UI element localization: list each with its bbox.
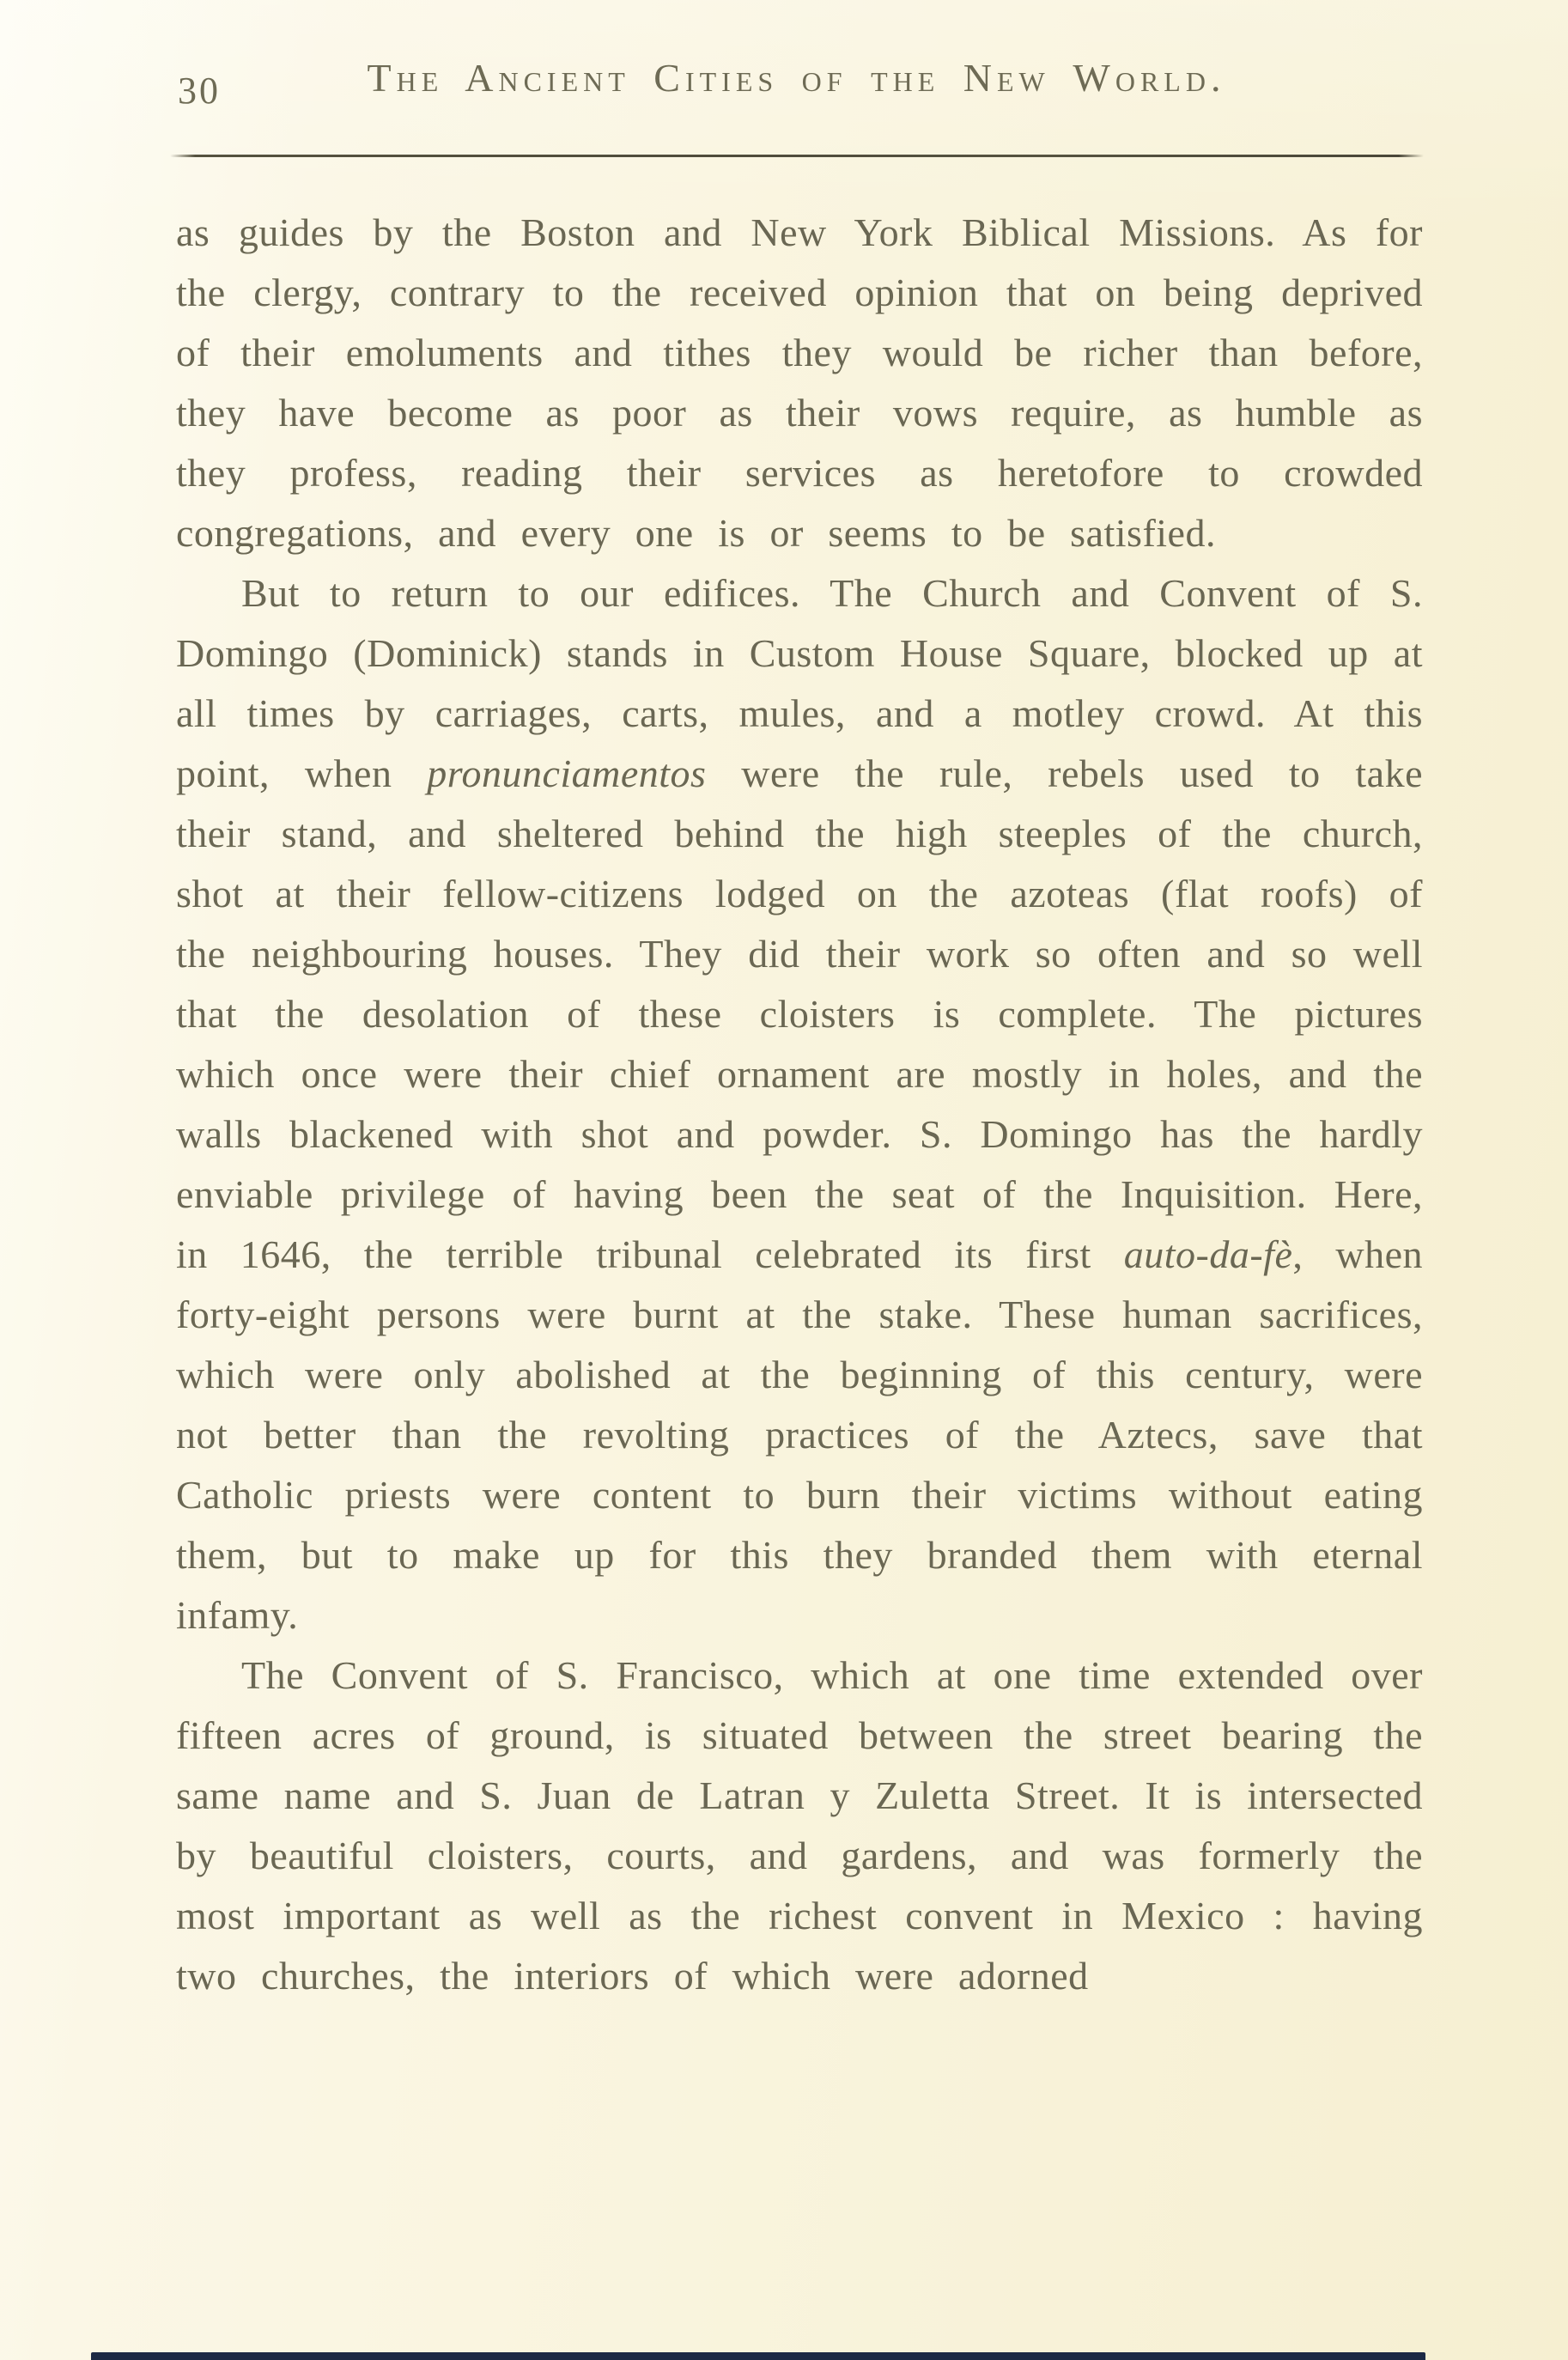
paragraph bbox=[176, 203, 1423, 563]
page-header bbox=[176, 55, 1417, 115]
paragraph bbox=[176, 563, 1423, 1645]
text-segment: as guides by the Boston and New York Biblical Missions. As for the clergy, contrary to the received opinion that on being deprived of their emoluments and tithes they would be richer than before, they have become as poor as their vows require, as humble as they profess, reading their services as heretofore to crowded congregations, and every one is or seems to be satisfied. bbox=[176, 210, 1423, 555]
bottom-scan-edge bbox=[91, 2352, 1425, 2360]
page-number: 30 bbox=[178, 70, 221, 112]
header-rule bbox=[170, 155, 1424, 157]
italic-term: pronunciamentos bbox=[427, 751, 707, 795]
text-segment: , when forty-eight persons were burnt at the stake. These human sacrifices, which were only abolished at the beginning of this century, were not better than the revolting practices of the Aztecs, save that Catholic priests were content to burn their victims without eating them, but to make up for this they branded them with eternal infamy. bbox=[176, 1232, 1423, 1637]
page-body bbox=[176, 203, 1423, 2006]
text-segment: But to return to our edifices. The Church and Convent of S. Domingo (Dominick) stands in Custom House Square, blocked up at all times by carriages, carts, mules, and a motley crowd. At this point, when bbox=[176, 571, 1423, 795]
italic-term: auto-da-fè bbox=[1123, 1232, 1293, 1276]
paragraph bbox=[176, 1645, 1423, 2006]
text-segment: The Convent of S. Francisco, which at one time extended over fifteen acres of ground, is situated between the street bearing the same name and S. Juan de Latran y Zuletta Street. It is intersected by beautiful cloisters, courts, and gardens, and was formerly the most important as well as the richest convent in Mexico : having two churches, the interiors of which were adorned bbox=[176, 1653, 1423, 1998]
text-segment: were the rule, rebels used to take their stand, and sheltered behind the high steeples of the church, shot at their fellow-citizens lodged on the azoteas (flat roofs) of the neighbouring houses. They did their work so often and so well that the desolation of these cloisters is complete. The pictures which once were their chief ornament are mostly in holes, and the walls blackened with shot and powder. S. Domingo has the hardly enviable privilege of having been the seat of the Inquisition. Here, in 1646, the terrible tribunal celebrated its first bbox=[176, 751, 1423, 1276]
running-title: The Ancient Cities of the New World. bbox=[367, 56, 1226, 100]
